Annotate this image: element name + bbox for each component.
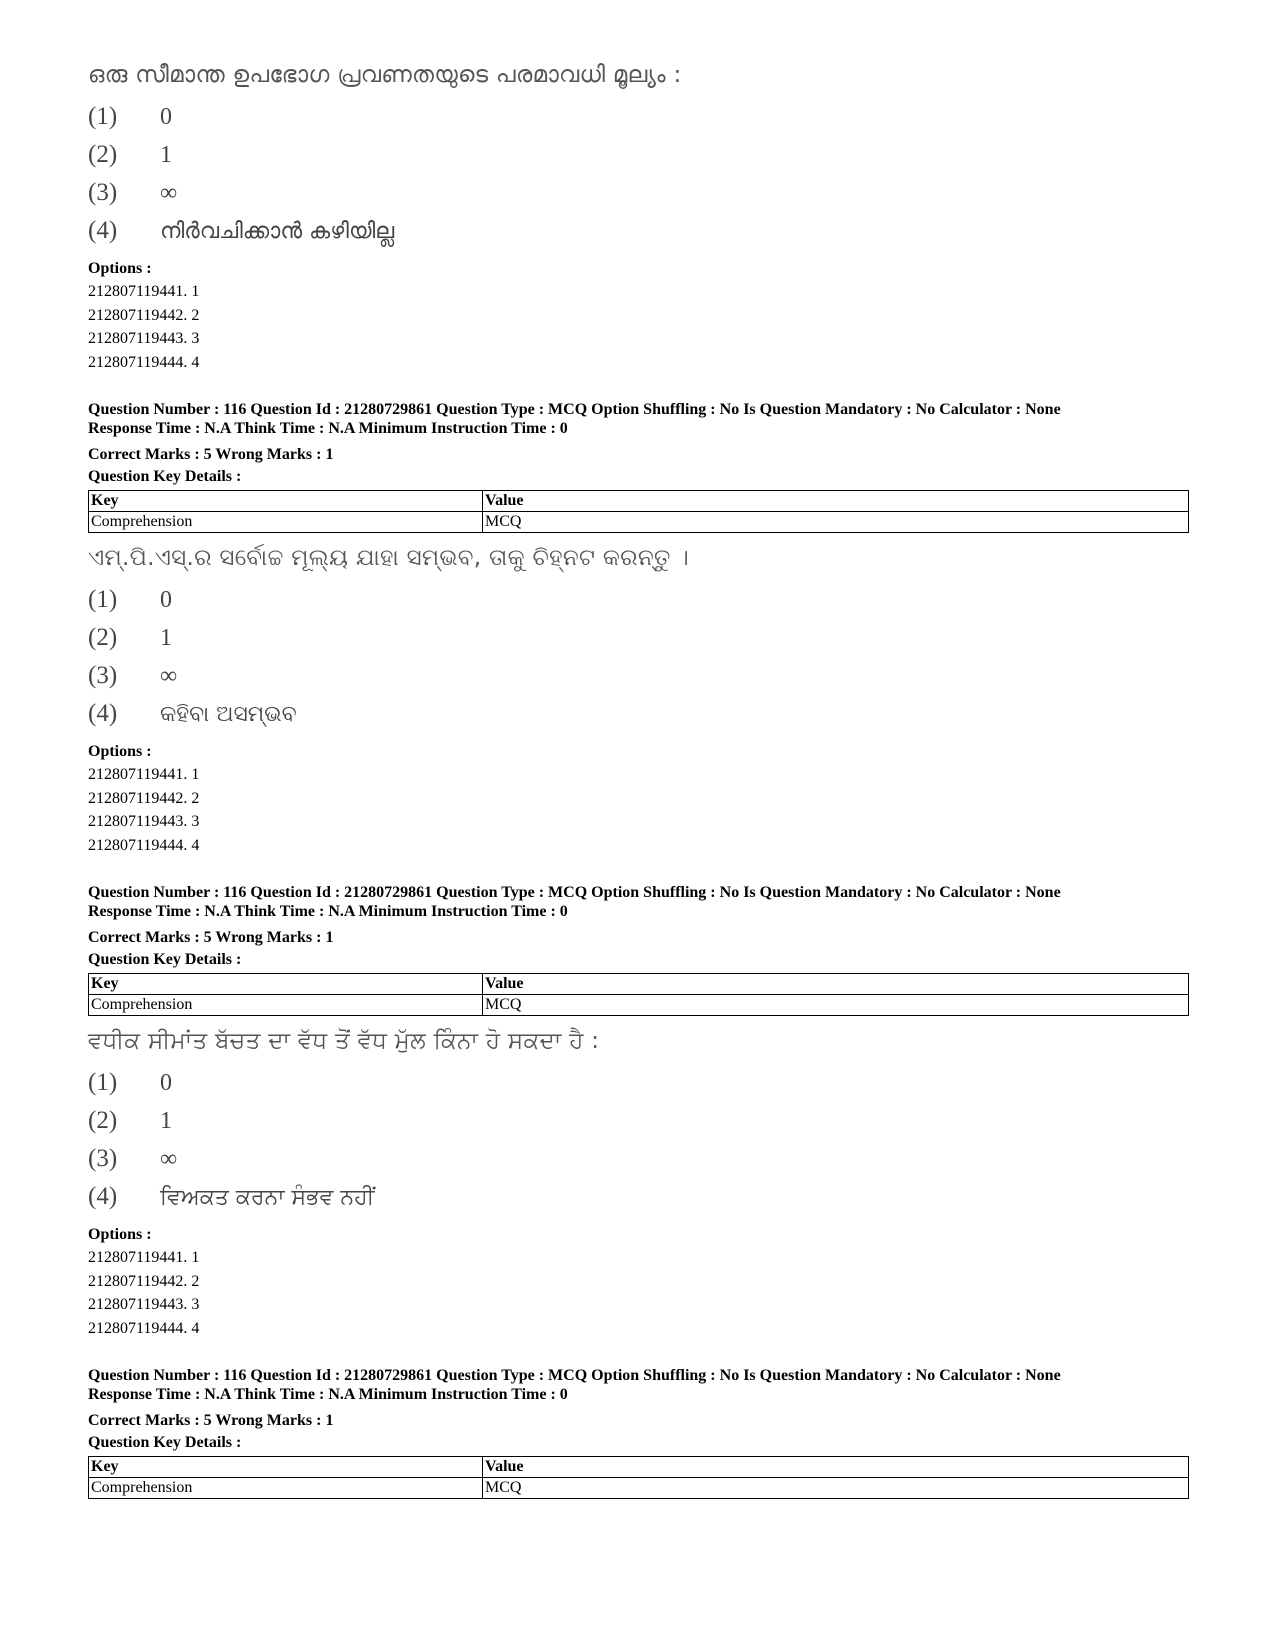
choice-row bbox=[88, 174, 1188, 212]
choice-number: (1) bbox=[88, 586, 118, 613]
choice-row bbox=[88, 212, 1188, 250]
key-value-table bbox=[88, 1456, 1189, 1499]
marks-line: Correct Marks : 5 Wrong Marks : 1 bbox=[88, 446, 334, 463]
meta-line-2: Response Time : N.A Think Time : N.A Minimum Instruction Time : 0 bbox=[88, 903, 568, 920]
value-header: Value bbox=[483, 491, 1189, 512]
question-block-malayalam bbox=[88, 60, 1188, 533]
question-text: ഒരു സീമാന്ത ഉപഭോഗ പ്രവണതയുടെ പരമാവധി മൂല്യം : bbox=[88, 62, 682, 88]
choice-number: (3) bbox=[88, 179, 118, 206]
options-heading: Options : bbox=[88, 743, 152, 760]
option-id-line: 212807119442. 2 bbox=[88, 789, 200, 807]
option-id-line: 212807119441. 1 bbox=[88, 766, 200, 783]
choice-text: 1 bbox=[160, 624, 172, 651]
key-details-heading: Question Key Details : bbox=[88, 951, 242, 968]
option-id-line: 212807119443. 3 bbox=[88, 813, 200, 830]
key-header: Key bbox=[89, 1457, 483, 1478]
key-details-heading: Question Key Details : bbox=[88, 1434, 242, 1451]
choice-text: ∞ bbox=[160, 1145, 178, 1172]
choice-row bbox=[88, 1064, 1188, 1102]
option-id-line: 212807119444. 4 bbox=[88, 836, 200, 854]
meta-line-2: Response Time : N.A Think Time : N.A Minimum Instruction Time : 0 bbox=[88, 420, 568, 437]
choice-row bbox=[88, 136, 1188, 174]
value-cell: MCQ bbox=[483, 995, 1189, 1016]
question-block-odia bbox=[88, 543, 1188, 1016]
value-header: Value bbox=[483, 974, 1189, 995]
question-meta bbox=[88, 883, 1188, 971]
choice-number: (2) bbox=[88, 1107, 118, 1134]
key-cell: Comprehension bbox=[89, 1478, 483, 1499]
choice-text: ∞ bbox=[160, 179, 178, 206]
choice-number: (1) bbox=[88, 103, 118, 130]
value-cell: MCQ bbox=[483, 512, 1189, 533]
option-id-line: 212807119444. 4 bbox=[88, 353, 200, 371]
choice-number: (2) bbox=[88, 624, 118, 651]
choice-row bbox=[88, 695, 1188, 733]
choice-text: କହିବା ଅସମ୍ଭବ bbox=[160, 701, 297, 727]
choice-number: (1) bbox=[88, 1069, 118, 1096]
choice-row bbox=[88, 98, 1188, 136]
key-details-heading: Question Key Details : bbox=[88, 468, 242, 485]
marks-line: Correct Marks : 5 Wrong Marks : 1 bbox=[88, 929, 334, 946]
choice-number: (3) bbox=[88, 662, 118, 689]
option-id-line: 212807119441. 1 bbox=[88, 1249, 200, 1266]
option-id-line: 212807119443. 3 bbox=[88, 330, 200, 347]
key-header: Key bbox=[89, 491, 483, 512]
choice-number: (4) bbox=[88, 700, 118, 727]
question-meta bbox=[88, 400, 1188, 488]
key-cell: Comprehension bbox=[89, 995, 483, 1016]
choice-number: (4) bbox=[88, 1183, 118, 1210]
meta-line-1: Question Number : 116 Question Id : 21280729861 Question Type : MCQ Option Shuffling : No Is Question Mandatory : No Calculator : None bbox=[88, 401, 1061, 418]
choice-text: 1 bbox=[160, 141, 172, 168]
choice-text: 0 bbox=[160, 103, 172, 130]
option-id-line: 212807119442. 2 bbox=[88, 1272, 200, 1290]
option-id-line: 212807119443. 3 bbox=[88, 1296, 200, 1313]
meta-line-1: Question Number : 116 Question Id : 21280729861 Question Type : MCQ Option Shuffling : No Is Question Mandatory : No Calculator : None bbox=[88, 884, 1061, 901]
key-value-table bbox=[88, 973, 1189, 1016]
choice-number: (4) bbox=[88, 217, 118, 244]
choice-text: 1 bbox=[160, 1107, 172, 1134]
choice-row bbox=[88, 1178, 1188, 1216]
option-id-line: 212807119441. 1 bbox=[88, 283, 200, 300]
choice-number: (3) bbox=[88, 1145, 118, 1172]
value-header: Value bbox=[483, 1457, 1189, 1478]
choice-row bbox=[88, 1140, 1188, 1178]
choice-row bbox=[88, 1102, 1188, 1140]
choice-text: ∞ bbox=[160, 662, 178, 689]
key-value-table bbox=[88, 490, 1189, 533]
marks-line: Correct Marks : 5 Wrong Marks : 1 bbox=[88, 1412, 334, 1429]
choice-text: നിർവചിക്കാൻ കഴിയില്ല bbox=[160, 218, 395, 244]
question-meta bbox=[88, 1366, 1188, 1454]
question-text: ਵਧੀਕ ਸੀਮਾਂਤ ਬੱਚਤ ਦਾ ਵੱਧ ਤੋਂ ਵੱਧ ਮੁੱਲ ਕਿੰਨਾ ਹੋ ਸਕਦਾ ਹੈ : bbox=[88, 1028, 600, 1054]
question-text: ଏମ୍.ପି.ଏସ୍.ର ସର୍ବୋଚ୍ଚ ମୂଲ୍ୟ ଯାହା ସମ୍ଭବ, ତାକୁ ଚିହ୍ନଟ କରନ୍ତୁ । bbox=[88, 545, 689, 571]
choice-row bbox=[88, 657, 1188, 695]
option-id-line: 212807119442. 2 bbox=[88, 306, 200, 324]
choice-row bbox=[88, 581, 1188, 619]
options-heading: Options : bbox=[88, 260, 152, 277]
value-cell: MCQ bbox=[483, 1478, 1189, 1499]
choice-number: (2) bbox=[88, 141, 118, 168]
choice-text: 0 bbox=[160, 586, 172, 613]
options-heading: Options : bbox=[88, 1226, 152, 1243]
key-cell: Comprehension bbox=[89, 512, 483, 533]
choice-text: 0 bbox=[160, 1069, 172, 1096]
question-block-punjabi bbox=[88, 1026, 1188, 1499]
meta-line-2: Response Time : N.A Think Time : N.A Minimum Instruction Time : 0 bbox=[88, 1386, 568, 1403]
option-id-line: 212807119444. 4 bbox=[88, 1319, 200, 1337]
document-page bbox=[88, 60, 1188, 1499]
choice-text: ਵਿਅਕਤ ਕਰਨਾ ਸੰਭਵ ਨਹੀਂ bbox=[160, 1184, 375, 1210]
choice-row bbox=[88, 619, 1188, 657]
meta-line-1: Question Number : 116 Question Id : 21280729861 Question Type : MCQ Option Shuffling : No Is Question Mandatory : No Calculator : None bbox=[88, 1367, 1061, 1384]
key-header: Key bbox=[89, 974, 483, 995]
